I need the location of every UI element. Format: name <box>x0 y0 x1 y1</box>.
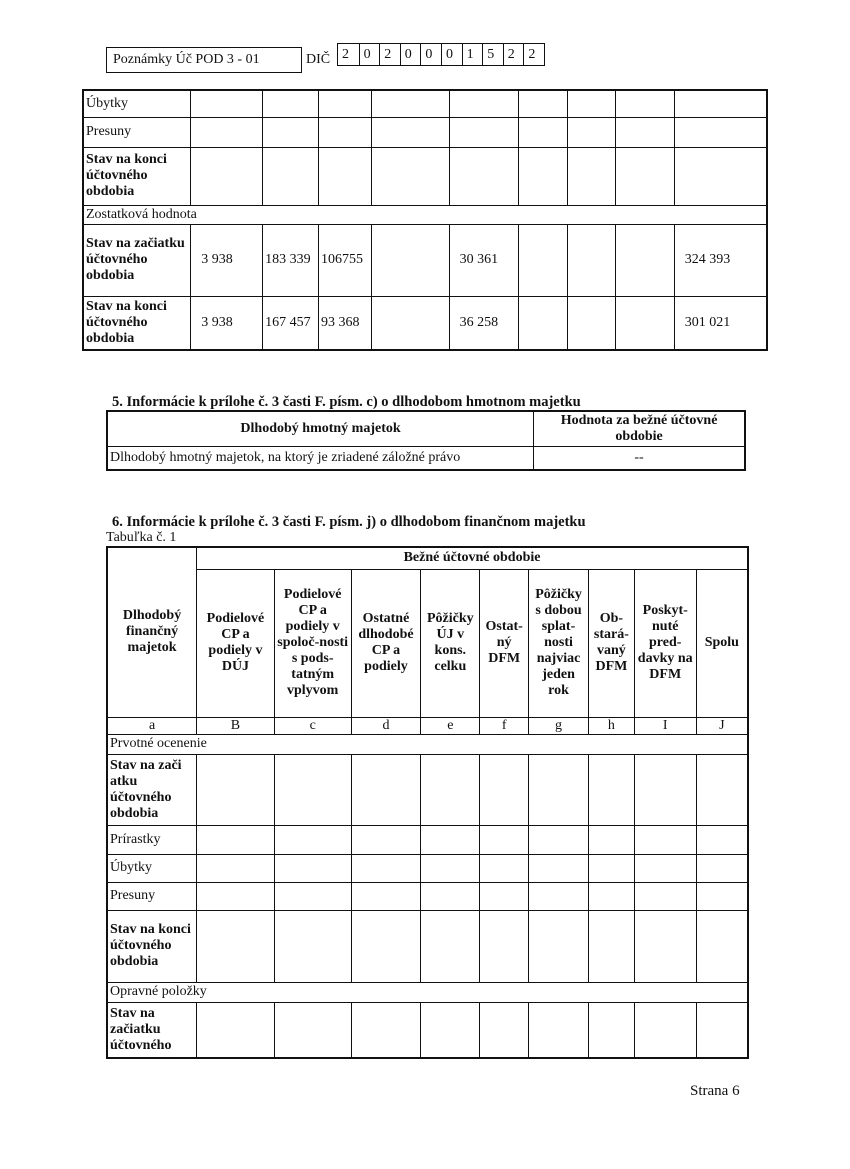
s6-letter: I <box>634 717 696 734</box>
section-5-title: 5. Informácie k prílohe č. 3 časti F. písm. c) o dlhodobom hmotnom majetku <box>112 394 581 410</box>
s6-row-stav-zaciatku: Stav na začiatku účtovného <box>107 1002 197 1058</box>
dic-digit: 5 <box>482 44 498 65</box>
cell: 36 258 <box>449 296 519 350</box>
s6-col-header: Ob-stará-vaný DFM <box>588 569 634 717</box>
dic-digit: 2 <box>523 44 539 65</box>
section-label-zostatkova: Zostatková hodnota <box>83 205 767 224</box>
cell: 183 339 <box>263 224 319 296</box>
table-section-6 <box>106 546 749 1059</box>
row-label-ubytky: Úbytky <box>83 90 191 117</box>
cell: 324 393 <box>674 224 767 296</box>
cell: 3 938 <box>191 296 263 350</box>
page-number: Strana 6 <box>690 1083 740 1099</box>
s6-col-header: Podielové CP a podiely v DÚJ <box>197 569 275 717</box>
s6-section-opravne: Opravné položky <box>107 982 748 1002</box>
section-6-title: 6. Informácie k prílohe č. 3 časti F. písm. j) o dlhodobom finančnom majetku <box>112 514 586 530</box>
dic-digit: 0 <box>400 44 416 65</box>
s6-row-stav-zaci: Stav na zači atku účtovného obdobia <box>107 754 197 825</box>
s5-row-label: Dlhodobý hmotný majetok, na ktorý je zriadené záložné právo <box>107 446 534 470</box>
s6-section-prvotne: Prvotné ocenenie <box>107 734 748 754</box>
cell <box>568 224 616 296</box>
cell: 301 021 <box>674 296 767 350</box>
dic-label: DIČ <box>306 52 331 67</box>
s6-letter: h <box>588 717 634 734</box>
s6-letter: d <box>351 717 421 734</box>
s6-letter: g <box>529 717 589 734</box>
s6-row-prirastky: Prírastky <box>107 825 197 854</box>
s6-letter: e <box>421 717 480 734</box>
cell <box>519 296 568 350</box>
form-label: Poznámky Úč POD 3 - 01 <box>113 52 260 67</box>
dic-digit: 1 <box>462 44 478 65</box>
cell: 93 368 <box>318 296 371 350</box>
s6-col-header: Podielové CP a podiely v spoloč-nosti s pods-tatným vplyvom <box>274 569 351 717</box>
s5-col1-header: Dlhodobý hmotný majetok <box>107 411 534 446</box>
cell <box>519 224 568 296</box>
cell <box>371 296 449 350</box>
s6-col-header: Poskyt-nuté pred-davky na DFM <box>634 569 696 717</box>
s6-row-presuny: Presuny <box>107 882 197 910</box>
s6-col-header: Ostat-ný DFM <box>480 569 529 717</box>
dic-digit: 0 <box>359 44 375 65</box>
s6-col-header: Pôžičky ÚJ v kons. celku <box>421 569 480 717</box>
s6-row-ubytky: Úbytky <box>107 854 197 882</box>
s6-period-header: Bežné účtovné obdobie <box>197 547 748 569</box>
cell: 106755 <box>318 224 371 296</box>
s6-letter: J <box>696 717 748 734</box>
s6-col-header: Pôžičky s dobou splat-nosti najviac jeden rok <box>529 569 589 717</box>
dic-digit: 0 <box>441 44 457 65</box>
s5-col2-header: Hodnota za bežné účtovné obdobie <box>534 411 745 446</box>
row-label-stav-konci-2: Stav na konci účtovného obdobia <box>83 296 191 350</box>
s6-letter: c <box>274 717 351 734</box>
cell <box>371 224 449 296</box>
s6-first-col-header: Dlhodobý finančný majetok <box>107 547 197 717</box>
cell: 167 457 <box>263 296 319 350</box>
dic-digit: 2 <box>503 44 519 65</box>
s6-letter: a <box>107 717 197 734</box>
table-section-5 <box>106 410 746 471</box>
s6-row-stav-konci: Stav na konci účtovného obdobia <box>107 910 197 982</box>
cell: 3 938 <box>191 224 263 296</box>
s6-col-header: Ostatné dlhodobé CP a podiely <box>351 569 421 717</box>
row-label-presuny: Presuny <box>83 117 191 147</box>
s6-letter: B <box>197 717 275 734</box>
table-zostatkova <box>82 89 768 351</box>
cell: 30 361 <box>449 224 519 296</box>
s6-col-header: Spolu <box>696 569 748 717</box>
form-label-box <box>106 47 302 73</box>
dic-digit: 2 <box>379 44 395 65</box>
cell <box>568 296 616 350</box>
s6-letter: f <box>480 717 529 734</box>
dic-digit: 0 <box>420 44 436 65</box>
dic-digit: 2 <box>342 47 349 62</box>
dic-digits-box <box>337 43 545 66</box>
s5-row-value: -- <box>534 446 745 470</box>
table-subtitle: Tabuľka č. 1 <box>106 530 177 545</box>
row-label-stav-zaciatku: Stav na začiatku účtovného obdobia <box>83 224 191 296</box>
row-label-stav-konci: Stav na konci účtovného obdobia <box>83 147 191 205</box>
